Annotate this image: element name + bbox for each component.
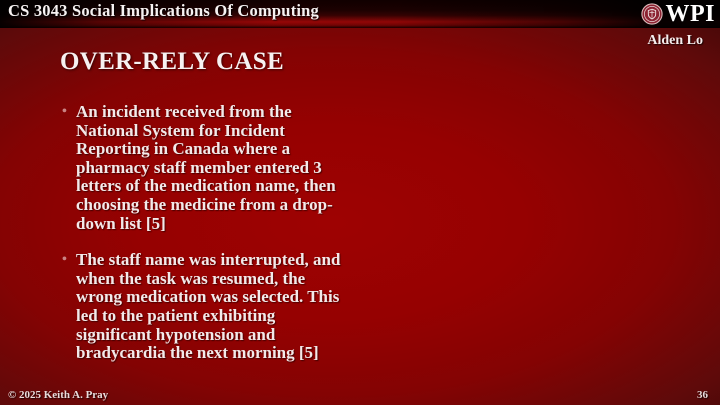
copyright: © 2025 Keith A. Pray [8,389,109,401]
bullet-item: • The staff name was interrupted, and when the task was resumed, the wrong medication was selected. This led to the patient exhibiting significant hypotension and bradycardia the next morning [5] [62,251,354,363]
wpi-logo-text: WPI [665,1,715,27]
author-name: Alden Lo [647,33,703,48]
header-bar [0,0,720,28]
slide-title: OVER-RELY CASE [60,48,284,75]
wpi-seal-icon [641,3,663,25]
page-number: 36 [697,389,708,401]
wpi-logo [641,1,716,27]
bullet-item: • An incident received from the National System for Incident Reporting in Canada where a pharmacy staff member entered 3 letters of the medication name, then choosing the medicine from a drop-down list [5] [62,103,354,233]
bullet-list [62,103,354,381]
course-title: CS 3043 Social Implications Of Computing [8,1,319,20]
